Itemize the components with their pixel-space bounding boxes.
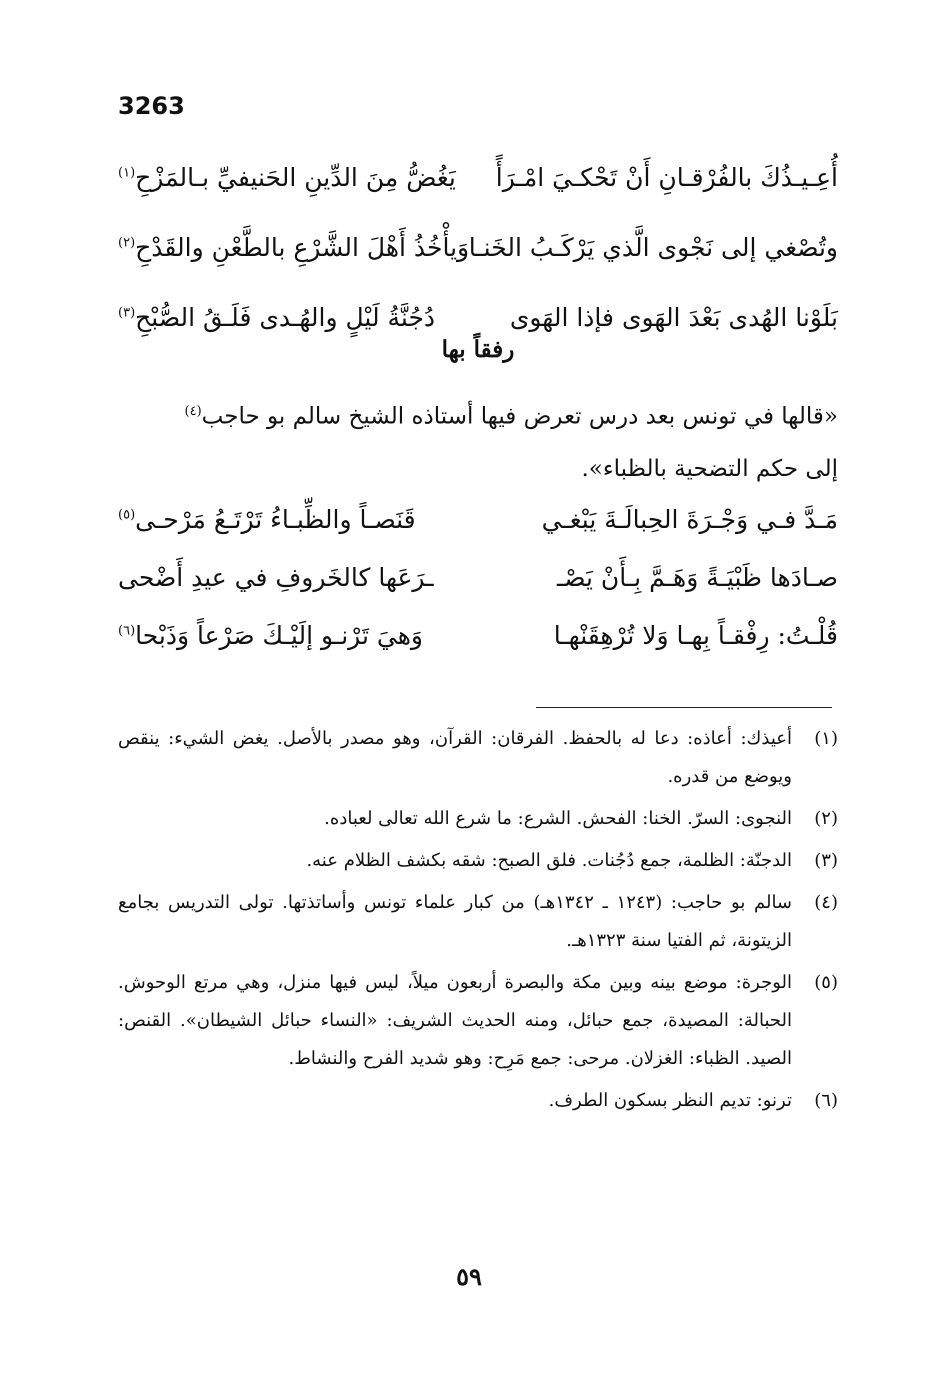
- verse-first-hemistich: قُلْـتُ: رِفْقـاً بِهـا وَلا تُرْهِقَنْهـا: [553, 620, 838, 650]
- verse-first-hemistich: وتُصْغي إلى نَجْوى الَّذي يَرْكَـبُ الخَنـا: [468, 232, 838, 262]
- footnotes: [118, 720, 838, 1124]
- footnote-text: الوجرة: موضع بينه وبين مكة والبصرة أربعون ميلاً، ليس فيها منزل، وهي مرتع الوحوش. الحبالة: المصيدة، جمع حبائل، ومنه الحديث الشريف: «النساء حبائل الشيطان». القنص: الصيد. الظباء: الغزلان. مرحى: جمع مَرِح: وهو شديد الفرح والنشاط.: [118, 972, 792, 1069]
- intro-paragraph: [118, 386, 838, 495]
- page-number-bottom: ٥٩: [456, 1262, 482, 1291]
- verse-first-hemistich: مَـدَّ فـي وَجْـرَةَ الحِبالَـةَ يَبْغـي: [541, 504, 838, 534]
- verse-second-hemistich: [118, 163, 488, 192]
- verse-second-hemistich: [118, 233, 488, 262]
- verse-row: [118, 606, 838, 664]
- verse-second-hemistich: [118, 563, 488, 592]
- footnote-text: الدجنّة: الظلمة، جمع دُجُنات. فلق الصبح: شقه بكشف الظلام عنه.: [306, 850, 792, 871]
- footnote-text: أعيذك: أعاذه: دعا له بالحفظ. الفرقان: القرآن، وهو مصدر بالأصل. يغض الشيء: ينقص ويوضع من قدره.: [118, 728, 792, 787]
- footnote-number: (١): [814, 728, 838, 749]
- footnote-number: (٤): [814, 892, 838, 913]
- footnote-divider: [536, 707, 832, 708]
- footnote-number: (٥): [814, 972, 838, 993]
- footnote: [118, 720, 838, 796]
- footnote-text: النجوى: السرّ. الخنا: الفحش. الشرع: ما شرع الله تعالى لعباده.: [324, 808, 792, 829]
- footnote-marker: (٢): [118, 235, 136, 251]
- intro-line: إلى حكم التضحية بالظباء».: [581, 455, 838, 482]
- verse-row: [118, 142, 838, 212]
- verse-first-hemistich: أُعِـيـذُكَ بالفُرْقـانِ أَنْ تَحْكـيَ امْـرَأً: [495, 162, 838, 192]
- footnote-number: (٢): [814, 808, 838, 829]
- footnote-number: (٣): [814, 850, 838, 871]
- verse-text: دُجُنَّةُ لَيْلٍ والهُـدى فَلَـقُ الصُّبْحِ: [135, 302, 436, 332]
- verse-second-hemistich: [118, 621, 488, 650]
- footnote: [118, 964, 838, 1078]
- verse-text: وَيأْخُذُ أَهْلَ الشَّرْعِ بالطَّعْنِ والقَدْحِ: [135, 232, 470, 262]
- footnote-text: سالم بو حاجب: (١٢٤٣ ـ ١٣٤٢هـ) من كبار علماء تونس وأساتذتها. تولى التدريس بجامع الزيتونة، ثم الفتيا سنة ١٣٢٣هـ.: [118, 892, 793, 951]
- verse-row: [118, 212, 838, 282]
- footnote-marker: (٥): [118, 507, 136, 523]
- footnote-marker: (٦): [118, 623, 136, 639]
- verse-second-hemistich: [118, 505, 488, 534]
- footnote: [118, 1082, 838, 1120]
- verse-text: ـرَعَها كالخَروفِ في عيدِ أَضْحى: [118, 562, 434, 592]
- intro-line: [118, 386, 838, 443]
- verse-row: [118, 490, 838, 548]
- footnote-marker: (٣): [118, 305, 136, 321]
- page-number-top: 3263: [118, 92, 185, 120]
- footnote-text: ترنو: تديم النظر بسكون الطرف.: [548, 1090, 792, 1111]
- verse-text: قَنَصـاً والظِّبـاءُ تَرْتَـعُ مَرْحـى: [135, 504, 416, 534]
- poem-2: [118, 490, 838, 664]
- footnote: [118, 884, 838, 960]
- poem-1: [118, 142, 838, 352]
- footnote: [118, 800, 838, 838]
- intro-text: «قالها في تونس بعد درس تعرض فيها أستاذه الشيخ سالم بو حاجب: [201, 403, 838, 430]
- footnote-marker: (١): [118, 165, 136, 181]
- verse-first-hemistich: بَلَوْنا الهُدى بَعْدَ الهَوى فإذا الهَوى: [509, 302, 838, 332]
- verse-text: يَغُضُّ مِنَ الدِّينِ الحَنيفيِّ بـالمَزْحِ: [135, 162, 456, 192]
- verse-row: [118, 548, 838, 606]
- section-title: رفقاً بها: [441, 336, 515, 363]
- footnote: [118, 842, 838, 880]
- footnote-marker: (٤): [184, 404, 202, 419]
- verse-first-hemistich: صـادَها ظَبْيَـةً وَهَـمَّ بِـأَنْ يَصْـ: [556, 562, 838, 592]
- verse-text: وَهيَ تَرْنـو إلَيْـكَ صَرْعاً وَذَبْحا: [135, 620, 423, 650]
- verse-second-hemistich: [118, 303, 488, 332]
- footnote-number: (٦): [814, 1090, 838, 1111]
